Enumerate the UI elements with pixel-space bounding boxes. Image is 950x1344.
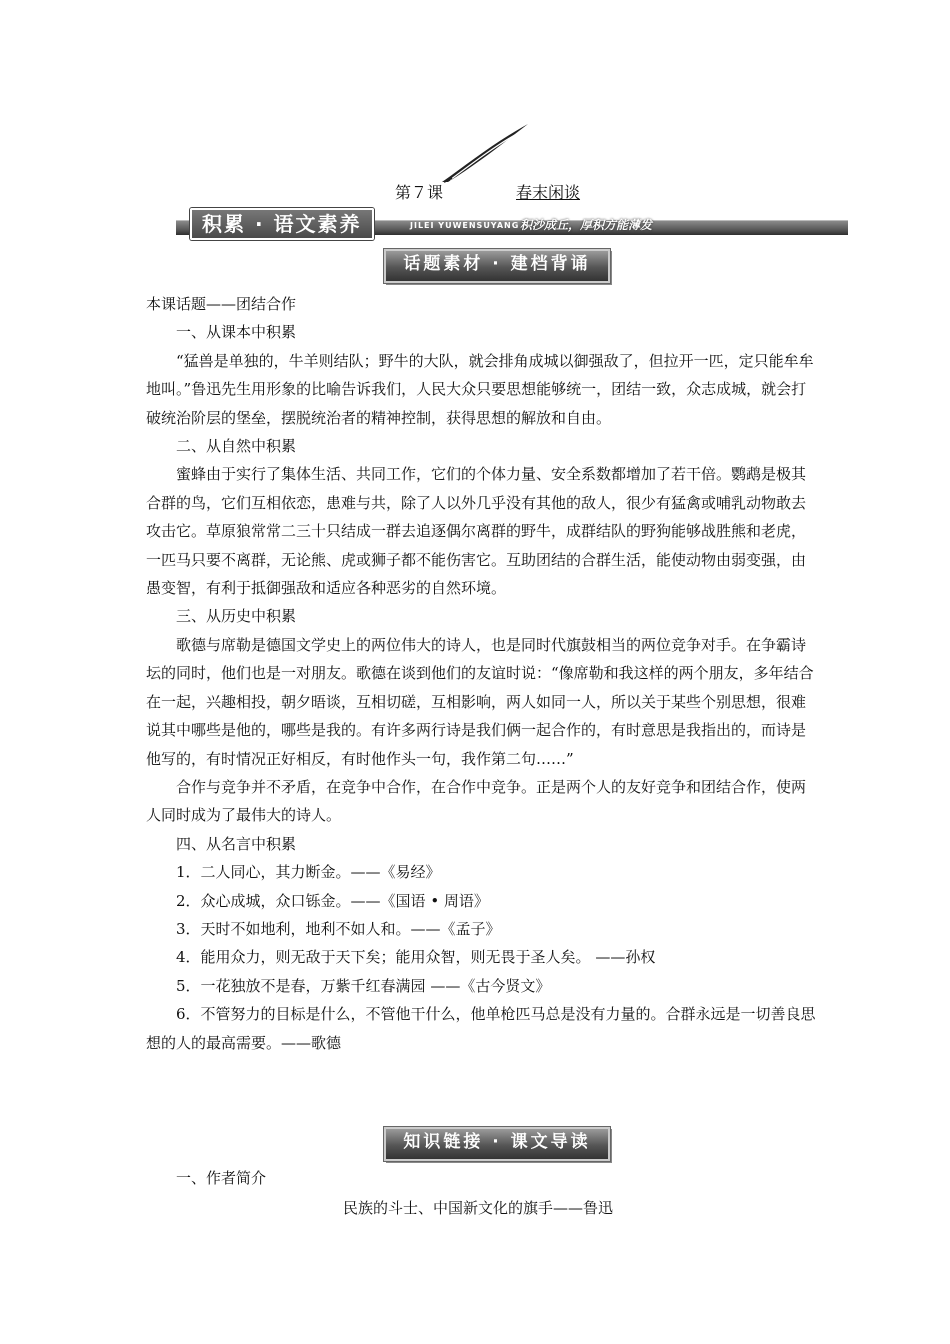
paragraph: 合作与竞争并不矛盾，在竞争中合作，在合作中竞争。正是两个人的友好竞争和团结合作，使两人同时成为了最伟大的诗人。 (146, 777, 807, 825)
quote-item: 1．二人同心，其力断金。——《易经》 (176, 863, 441, 882)
author-intro-title: 一、作者简介 (176, 1169, 267, 1187)
banner-motto: 积沙成丘，厚积方能薄发 (520, 218, 653, 232)
part-title: 三、从历史中积累 (176, 607, 297, 626)
paragraph: 蜜蜂由于实行了集体生活、共同工作，它们的个体力量、安全系数都增加了若干倍。鹦鹉是极其合群的鸟，它们互相依恋，患难与共，除了人以外几乎没有其他的敌人，很少有猛禽或哺乳动物敢去攻击它。草原狼常常二三十只结成一群去追逐偶尔离群的野牛，成群结队的野狗能够战胜熊和老虎，一匹马只要不离群，无论熊、虎或狮子都不能伤害它。互助团结的合群生活，能使动物由弱变强，由愚变智，有利于抵御强敌和适应各种恶劣的自然环境。 (146, 465, 807, 598)
topic-line: 本课话题——团结合作 (146, 295, 297, 313)
part-title: 一、从课本中积累 (176, 323, 297, 342)
section-heading-topic-material: 话题素材 · 建档背诵 (384, 249, 610, 283)
part-title: 四、从名言中积累 (176, 834, 297, 853)
quote-item: 2．众心成城，众口铄金。——《国语 • 周语》 (176, 891, 489, 910)
paragraph: 歌德与席勒是德国文学史上的两位伟大的诗人，也是同时代旗鼓相当的两位竞争对手。在争霸诗坛的同时，他们也是一对朋友。歌德在谈到他们的友谊时说：“像席勒和我这样的两个朋友，多年结合在一起，兴趣相投，朝夕晤谈，互相切磋，互相影响，两人如同一人，所以关于某些个别思想，很难说其中哪些是他的，哪些是我的。有许多两行诗是我们俩一起合作的，有时意思是我指出的，而诗是他写的，有时情况正好相反，有时他作头一句，我作第二句……” (146, 635, 814, 768)
part-title: 二、从自然中积累 (176, 437, 297, 456)
quote-item: 3．天时不如地利，地利不如人和。——《孟子》 (176, 919, 501, 938)
quote-item: 6．不管努力的目标是什么，不管他干什么，他单枪匹马总是没有力量的。合群永远是一切善良思想的人的最高需要。——歌德 (146, 1005, 816, 1052)
lesson-name: 春末闲谈 (516, 183, 581, 202)
accumulation-banner (176, 208, 848, 240)
paragraph: “猛兽是单独的，牛羊则结队；野牛的大队，就会排角成城以御强敌了，但拉开一匹，定只能牟牟地叫。”鲁迅先生用形象的比喻告诉我们，人民大众只要思想能够统一，团结一致，众志成城，就会打破统治阶层的堡垒，摆脱统治者的精神控制，获得思想的解放和自由。 (146, 351, 814, 427)
document-page: 第７课 春末闲谈 积累 · 语文素养 JILEI YUWENSUYANG 积沙成丘，厚积方能薄发 话题素材 · 建档背诵 本课话题——团结合作 一、从课本中积累 “猛兽是单独的，牛羊则结队；野牛的大队，就会排角成城以御强敌了，但拉开一匹，定只能牟牟地叫。”鲁迅先生用形象的比喻告诉我们，人民大众只要思想能够统一，团结一致，众志成城，就会打破统治阶层的堡垒，摆脱统治者的精神控制，获得思想的解放和自由。 二、从自然中积累 蜜蜂由于实行了集体生活、共同工作，它们的个体力量、安全系数都增加了若干倍。鹦鹉是极其合群的鸟，它们互相依恋，患难与共，除了人以外几乎没有其他的敌人，很少有猛禽或哺乳动物敢去攻击它。草原狼常常二三十只结成一群去追逐偶尔离群的野牛，成群结队的野狗能够战胜熊和老虎，一匹马只要不离群，无论熊、虎或狮子都不能伤害它。互助团结的合群生活，能使动物由弱变强，由愚变智，有利于抵御强敌和适应各种恶劣的自然环境。 三、从历史中积累 歌德与席勒是德国文学史上的两位伟大的诗人，也是同时代旗鼓相当的两位竞争对手。在争霸诗坛的同时，他们也是一对朋友。歌德在谈到他们的友谊时说：“像席勒和我这样的两个朋友，多年结合在一起，兴趣相投，朝夕晤谈，互相切磋，互相影响，两人如同一人，所以关于某些个别思想，很难说其中哪些是他的，哪些是我的。有许多两行诗是我们俩一起合作的，有时意思是我指出的，而诗是他写的，有时情况正好相反，有时他作头一句，我作第二句……” 合作与竞争并不矛盾，在竞争中合作，在合作中竞争。正是两个人的友好竞争和团结合作，使两人同时成为了最伟大的诗人。 四、从名言中积累 1．二人同心，其力断金。——《易经》 2．众心成城，众口铄金。——《国语 • 周语》 3．天时不如地利，地利不如人和。——《孟子》 4．能用众力，则无敌于天下矣；能用众智，则无畏于圣人矣。 ——孙权 5．一花独放不是春，万紫千红春满园 ——《古今贤文》 6．不管努力的目标是什么，不管他干什么，他单枪匹马总是没有力量的。合群永远是一切善良思想的人的最高需要。——歌德 知识链接 · 课文导读 一、作者简介 民族的斗士、中国新文化的旗手——鲁迅 (0, 0, 950, 1344)
section-heading-knowledge-link: 知识链接 · 课文导读 (384, 1127, 610, 1161)
quote-item: 4．能用众力，则无敌于天下矣；能用众智，则无畏于圣人矣。 ——孙权 (176, 948, 656, 967)
feather-logo-icon (440, 122, 530, 184)
body-text (146, 290, 818, 1057)
lesson-number: 第７课 (395, 183, 444, 202)
quote-item: 5．一花独放不是春，万紫千红春满园 ——《古今贤文》 (176, 976, 551, 995)
banner-subtitle: JILEI YUWENSUYANG (410, 221, 520, 230)
banner-main-label: 积累 · 语文素养 (190, 208, 374, 240)
